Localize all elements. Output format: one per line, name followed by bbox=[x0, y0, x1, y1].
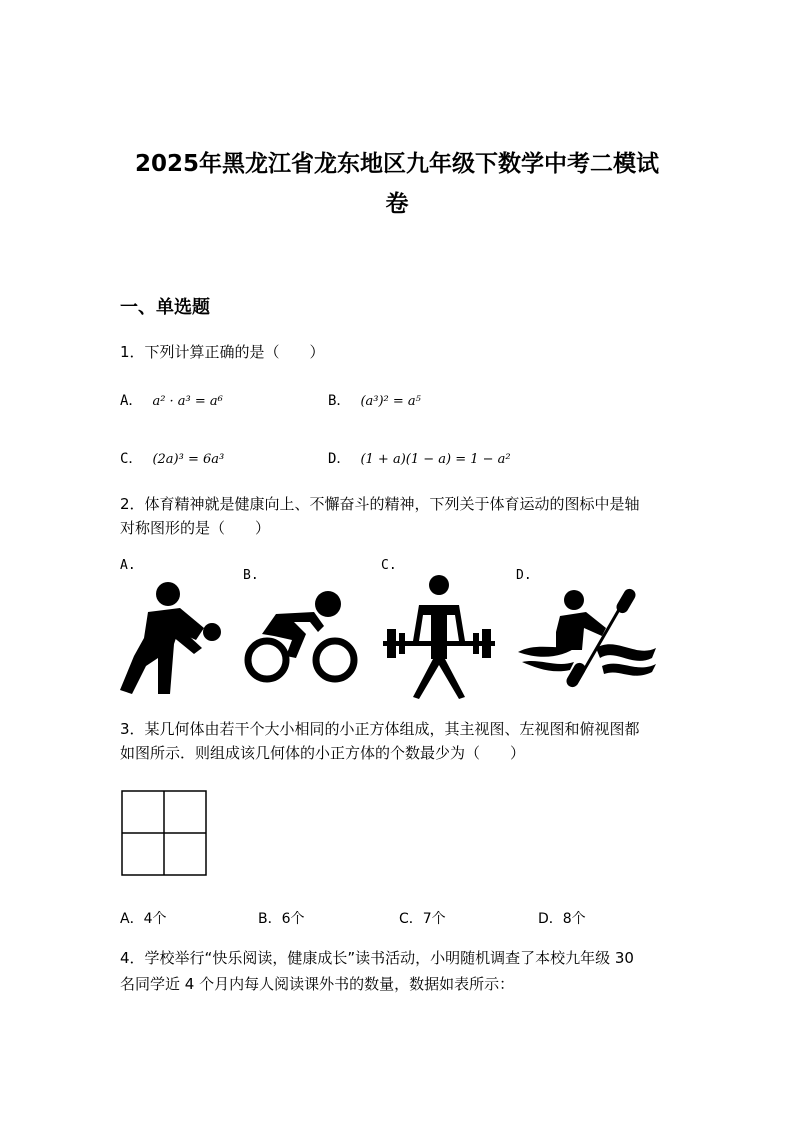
section-heading: 一、单选题 bbox=[120, 297, 210, 318]
question-2-stem-line1: 2．体育精神就是健康向上、不懈奋斗的精神，下列关于体育运动的图标中是轴 bbox=[120, 495, 640, 513]
q1-option-d bbox=[328, 448, 511, 468]
page-title-line2: 卷 bbox=[385, 191, 409, 217]
q1-option-b bbox=[328, 390, 421, 410]
q3-option-c: C．7个 bbox=[399, 911, 446, 927]
q3-option-a: A．4个 bbox=[120, 911, 167, 927]
question-4-stem-line2: 名同学近 4 个月内每人阅读课外书的数量，数据如表所示： bbox=[120, 975, 515, 993]
option-expr: (a³)² = a⁵ bbox=[360, 394, 421, 409]
page-title: 2025年黑龙江省龙东地区九年级下数学中考二模试 bbox=[134, 151, 659, 177]
option-expr: (2a)³ = 6a³ bbox=[152, 452, 225, 467]
question-3-stem-line1: 3．某几何体由若干个大小相同的小正方体组成，其主视图、左视图和俯视图都 bbox=[120, 720, 640, 738]
option-expr: (1 + a)(1 − a) = 1 − a² bbox=[360, 452, 511, 467]
option-label: B． bbox=[328, 393, 351, 409]
question-3-stem-line2: 如图所示．则组成该几何体的小正方体的个数最少为（ ） bbox=[120, 744, 526, 762]
question-4-stem-line1: 4．学校举行“快乐阅读，健康成长”读书活动，小明随机调查了本校九年级 30 bbox=[120, 949, 634, 967]
option-expr: a² · a³ = a⁶ bbox=[152, 394, 223, 409]
option-label: A． bbox=[120, 393, 143, 409]
view-grid-diagram bbox=[121, 790, 209, 878]
question-1-stem: 1．下列计算正确的是（ ） bbox=[120, 343, 325, 361]
q2-label-d: D. bbox=[516, 568, 532, 583]
option-label: D． bbox=[328, 451, 351, 467]
kayaker-icon bbox=[516, 588, 658, 688]
option-label: C． bbox=[120, 451, 143, 467]
question-2-stem-line2: 对称图形的是（ ） bbox=[120, 519, 271, 537]
q1-option-c bbox=[120, 448, 224, 468]
q3-option-b: B．6个 bbox=[258, 911, 305, 927]
q1-option-a bbox=[120, 390, 223, 410]
cyclist-icon bbox=[240, 586, 360, 686]
volleyball-player-icon bbox=[118, 578, 224, 696]
q2-label-b: B. bbox=[243, 568, 259, 583]
q3-option-d: D．8个 bbox=[538, 911, 586, 927]
weightlifter-icon bbox=[381, 575, 497, 699]
q2-label-c: C. bbox=[381, 558, 397, 573]
q2-label-a: A. bbox=[120, 558, 136, 573]
